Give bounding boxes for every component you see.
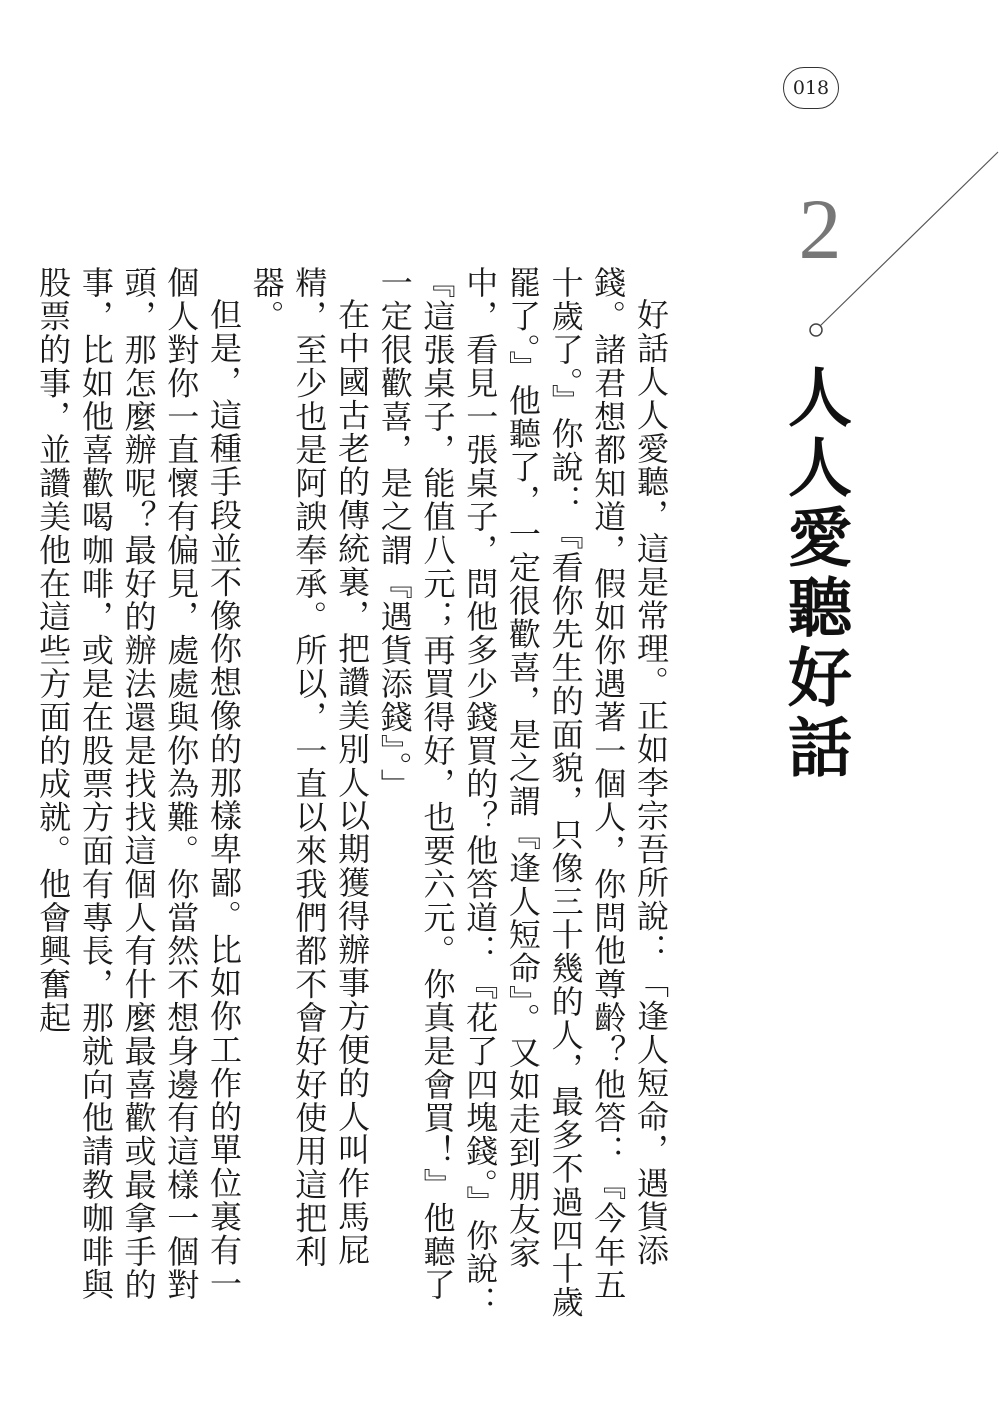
page-number: 018	[792, 77, 830, 99]
paragraph: 好話人人愛聽，這是常理。正如李宗吾所說：「逢人短命，遇貨添錢。諸君想都知道，假如你遇著一個人，你問他尊齡？他答：『今年五十歲了。』你說：『看你先生的面貌，只像三十幾的人，最多不過四十歲罷了。』他聽了，一定很歡喜，是之謂『逢人短命』。又如走到朋友家中，看見一張桌子，問他多少錢買的？他答道：『花了四塊錢。』你說：『這張桌子，能值八元；再買得好，也要六元。你真是會買！』他聽了一定很歡喜，是之謂『遇貨添錢』。」	[375, 266, 670, 1319]
paragraph: 在中國古老的傳統裏，把讚美別人以期獲得辦事方便的人叫作馬屁精，至少也是阿諛奉承。所以，一直以來我們都不會好好使用這把利器。	[247, 266, 372, 1268]
body-text	[31, 266, 672, 1326]
decorative-circle	[810, 324, 822, 336]
chapter-number: 2	[798, 181, 842, 277]
paragraph: 但是，這種手段並不像你想像的那樣卑鄙。比如你工作的單位裏有一個人對你一直懷有偏見，處處與你為難。你當然不想身邊有這樣一個對頭，那怎麼辦呢？最好的辦法還是找找這個人有什麼最喜歡或最拿手的事，比如他喜歡喝咖啡，或是在股票方面有專長，那就向他請教咖啡與股票的事，並讚美他在這些方面的成就。他會興奮起	[34, 266, 243, 1302]
chapter-title: 人人愛聽好話	[777, 364, 852, 784]
